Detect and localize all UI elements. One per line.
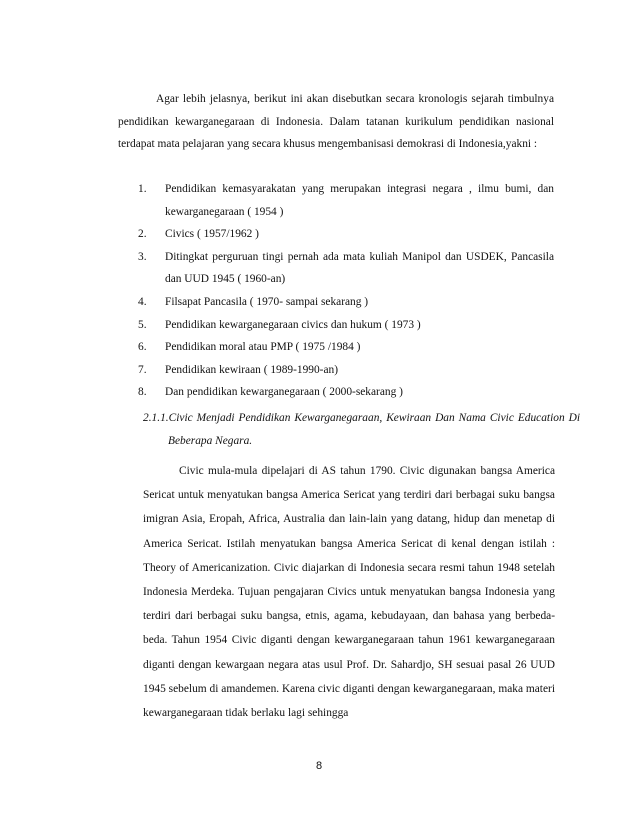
section-subheading: 2.1.1.Civic Menjadi Pendidikan Kewarganegaraan, Kewiraan Dan Nama Civic Education Di Beberapa Negara. — [143, 412, 580, 447]
list-item — [118, 291, 554, 314]
list-item-text: Pendidikan kewiraan ( 1989-1990-an) — [165, 363, 339, 376]
list-item-text: Dan pendidikan kewarganegaraan ( 2000-sekarang ) — [165, 386, 403, 399]
intro-text: Agar lebih jelasnya, berikut ini akan disebutkan secara kronologis sejarah timbulnya pendidikan kewarganegaraan di Indonesia. Dalam tatanan kurikulum pendidikan nasional terdapat mata pelajaran yang secara khusus mengembanisasi demokrasi di Indonesia,yakni : — [118, 93, 554, 151]
list-item-number: 8. — [138, 386, 147, 399]
list-item-number: 6. — [138, 341, 147, 354]
list-item-number: 7. — [138, 363, 147, 376]
list-item-number: 3. — [138, 250, 147, 263]
page-number: 8 — [315, 760, 323, 772]
body-paragraph — [143, 459, 555, 725]
list-item-number: 2. — [138, 228, 147, 241]
list-item-text: Pendidikan kemasyarakatan yang merupakan integrasi negara , ilmu bumi, dan kewarganegaraan ( 1954 ) — [165, 183, 554, 218]
list-item — [118, 359, 554, 382]
list-item — [118, 381, 554, 404]
intro-paragraph — [118, 88, 554, 156]
list-item-number: 1. — [138, 183, 147, 195]
list-item — [118, 178, 554, 223]
list-item-text: Filsapat Pancasila ( 1970- sampai sekarang ) — [165, 295, 369, 308]
body-text: Civic mula-mula dipelajari di AS tahun 1790. Civic digunakan bangsa America Sericat untuk menyatukan bangsa America Sericat yang terdiri dari berbagai suku bangsa imigran Asia, Eropah, Africa, Australia dan lain-lain yang datang, hidup dan menetap di America Sericat. Istilah menyatukan bangsa America Sericat di kenal dengan istilah : Theory of Americanization. Civic diajarkan di Indonesia secara resmi tahun 1948 setelah Indonesia Merdeka. Tujuan pengajaran Civics untuk menyatukan bangsa Indonesia yang terdiri dari berbagai suku bangsa, etnis, agama, kebudayaan, dan bahasa yang berbeda-beda. Tahun 1954 Civic diganti dengan kewarganegaraan tahun 1961 kewarganegaraan diganti dengan kewargaan negara atas usul Prof. Dr. Sahardjo, SH sesuai pasal 26 UUD 1945 sebelum di amandemen. Karena civic diganti dengan kewarganegaraan, maka materi kewarganegaraan tidak berlaku lagi sehingga — [143, 465, 555, 720]
list-item — [118, 223, 554, 246]
list-item — [118, 246, 554, 291]
list-item-number: 5. — [138, 318, 147, 331]
chronology-list — [118, 178, 554, 404]
list-item-number: 4. — [138, 295, 147, 308]
list-item-text: Ditingkat perguruan tingi pernah ada mata kuliah Manipol dan USDEK, Pancasila dan UUD 1945 ( 1960-an) — [165, 250, 554, 286]
list-item-text: Civics ( 1957/1962 ) — [165, 228, 259, 241]
list-item — [118, 336, 554, 359]
list-item-text: Pendidikan kewarganegaraan civics dan hukum ( 1973 ) — [165, 318, 421, 331]
list-item — [118, 314, 554, 337]
list-item-text: Pendidikan moral atau PMP ( 1975 /1984 ) — [165, 341, 361, 354]
